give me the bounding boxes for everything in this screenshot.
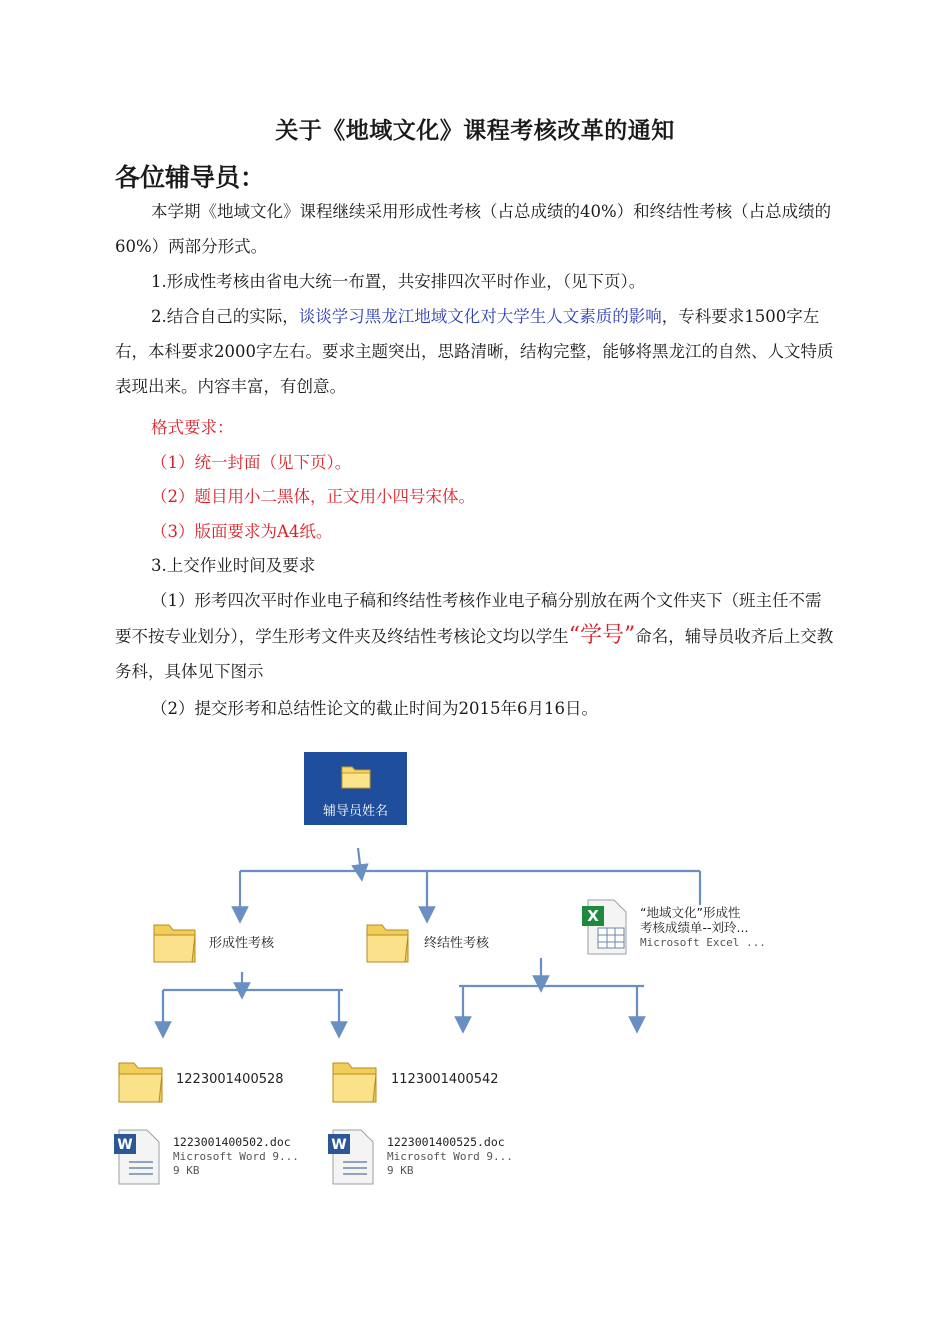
svg-text:W: W — [331, 1137, 347, 1153]
folder-summative-label: 终结性考核 — [424, 936, 490, 951]
svg-text:X: X — [587, 907, 599, 925]
item-3-sub-1-suffix: 命名，辅导员收齐后上交教务科，具体见下图示 — [115, 627, 834, 681]
folder-icon — [152, 920, 198, 964]
format-item-3: （3）版面要求为A4纸。 — [151, 522, 333, 541]
word-file-icon — [327, 1128, 377, 1186]
doc-1-type: Microsoft Word 9... — [173, 1150, 299, 1163]
item-3-heading: 3.上交作业时间及要求 — [151, 556, 316, 575]
doc-1-name: 1223001400502.doc — [173, 1135, 291, 1149]
folder-icon — [331, 1058, 379, 1104]
item-2-topic-highlight: 谈谈学习黑龙江地域文化对大学生人文素质的影响 — [298, 307, 662, 326]
format-item-2: （2）题目用小二黑体，正文用小四号宋体。 — [151, 487, 475, 506]
doc-2-size: 9 KB — [387, 1164, 414, 1177]
format-item-1: （1）统一封面（见下页）。 — [151, 453, 352, 472]
folder-icon — [341, 763, 371, 789]
folder-formative-label: 形成性考核 — [209, 936, 275, 951]
folder-icon — [117, 1058, 165, 1104]
item-2-suffix: ，专科要求1500字左右，本科要求2000字左右。要求主题突出，思路清晰，结构完整，能够将黑龙江的自然、人文特质表现出来。内容丰富，有创意。 — [115, 307, 834, 396]
root-folder-label: 辅导员姓名 — [322, 804, 388, 819]
student-folder-1-label: 1223001400528 — [176, 1072, 284, 1087]
student-id-highlight: “学号” — [568, 623, 636, 648]
folder-icon — [365, 920, 411, 964]
item-3-sub-2: （2）提交形考和总结性论文的截止时间为2015年6月16日。 — [151, 699, 598, 718]
excel-file-icon — [582, 898, 630, 956]
salutation: 各位辅导员： — [115, 163, 266, 192]
doc-2-type: Microsoft Word 9... — [387, 1150, 513, 1163]
document-title: 关于《地域文化》课程考核改革的通知 — [275, 118, 675, 144]
doc-1-size: 9 KB — [173, 1164, 200, 1177]
doc-2-name: 1223001400525.doc — [387, 1135, 505, 1149]
format-heading: 格式要求： — [151, 418, 234, 437]
word-file-icon — [113, 1128, 163, 1186]
item-1-paragraph: 1.形成性考核由省电大统一布置，共安排四次平时作业，（见下页）。 — [151, 272, 646, 291]
item-2-prefix: 2.结合自己的实际， — [151, 307, 299, 326]
intro-paragraph: 本学期《地域文化》课程继续采用形成性考核（占总成绩的40%）和终结性考核（占总成绩的60%）两部分形式。 — [115, 202, 832, 256]
excel-file-name-line-1: “地域文化”形成性 — [640, 905, 741, 920]
student-folder-2-label: 1123001400542 — [391, 1072, 499, 1087]
svg-text:W: W — [117, 1137, 133, 1153]
excel-file-name-line-2: 考核成绩单--刘玲... — [640, 920, 749, 935]
item-3-sub-1-prefix: （1）形考四次平时作业电子稿和终结性考核作业电子稿分别放在两个文件夹下（班主任不需要不按专业划分），学生形考文件夹及终结性考核论文均以学生 — [115, 591, 822, 646]
arrow-root-down — [358, 848, 361, 873]
excel-file-type: Microsoft Excel ... — [640, 936, 766, 949]
